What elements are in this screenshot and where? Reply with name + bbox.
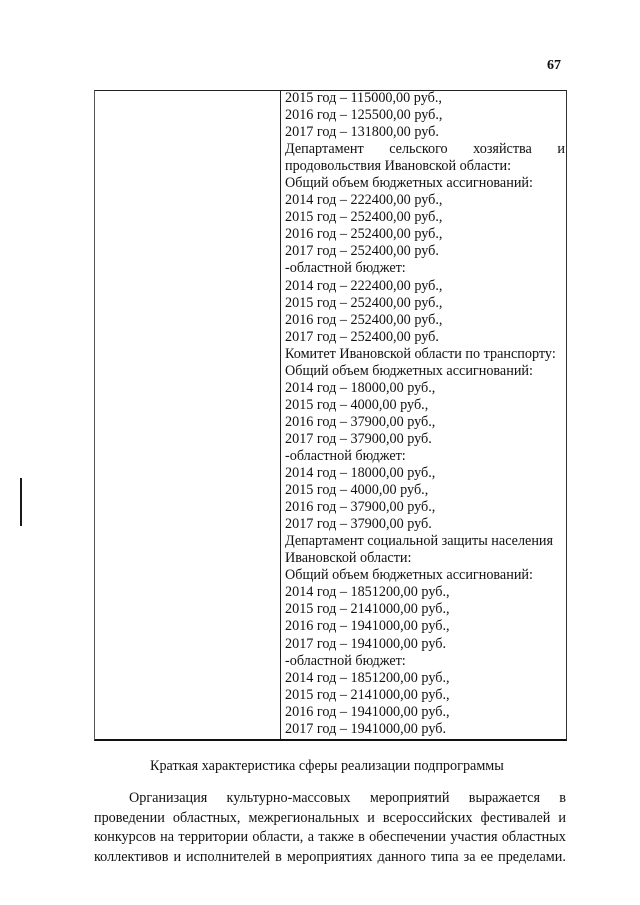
- table-line: 2015 год – 2141000,00 руб.,: [285, 601, 450, 618]
- table-line: Общий объем бюджетных ассигнований:: [285, 362, 533, 379]
- table-line: 2014 год – 18000,00 руб.,: [285, 465, 436, 482]
- word: в: [358, 829, 365, 846]
- word: Департамент: [285, 141, 364, 158]
- table-line: 2014 год – 222400,00 руб.,: [285, 192, 443, 209]
- table-line: 2017 год – 131800,00 руб.: [285, 124, 439, 141]
- paragraph-line: [94, 789, 566, 809]
- table-line: продовольствия Ивановской области:: [285, 158, 512, 175]
- table-line: 2017 год – 252400,00 руб.: [285, 328, 439, 345]
- table-line: 2016 год – 37900,00 руб.,: [285, 413, 436, 430]
- word: а: [307, 829, 314, 846]
- table-line: 2016 год – 1941000,00 руб.,: [285, 703, 450, 720]
- word: исполнителей: [186, 849, 271, 866]
- page-number: 67: [547, 58, 561, 73]
- table-line: 2015 год – 252400,00 руб.,: [285, 209, 443, 226]
- word: за: [463, 849, 476, 866]
- word: территории: [178, 829, 249, 846]
- word: пределами.: [498, 849, 566, 866]
- word: в: [559, 790, 566, 806]
- word: Организация: [129, 790, 208, 806]
- word: области,: [252, 829, 304, 846]
- table-line: Департамент социальной защиты населения: [285, 533, 554, 550]
- margin-mark: [20, 478, 22, 526]
- table-line: 2015 год – 115000,00 руб.,: [285, 90, 442, 106]
- table-line: 2015 год – 4000,00 руб.,: [285, 482, 429, 499]
- table-line: Ивановской области:: [285, 550, 412, 567]
- table-line: 2017 год – 37900,00 руб.: [285, 430, 432, 447]
- word: проведении: [94, 809, 165, 826]
- paragraph-line: [94, 848, 566, 868]
- table-line: 2015 год – 2141000,00 руб.,: [285, 686, 450, 703]
- word: на: [160, 829, 175, 846]
- table-line: -областной бюджет:: [285, 447, 406, 464]
- word: ее: [480, 849, 494, 866]
- table-line: 2017 год – 37900,00 руб.: [285, 516, 432, 533]
- word: мероприятий: [369, 790, 450, 806]
- table-line: Общий объем бюджетных ассигнований:: [285, 567, 533, 584]
- word: сельского: [389, 141, 448, 158]
- table-line: 2016 год – 252400,00 руб.,: [285, 311, 443, 328]
- table-line: 2017 год – 252400,00 руб.: [285, 243, 439, 260]
- word: конкурсов: [94, 829, 156, 846]
- table-line: 2016 год – 252400,00 руб.,: [285, 226, 443, 243]
- table-line: Комитет Ивановской области по транспорту:: [285, 345, 556, 362]
- table-line: -областной бюджет:: [285, 260, 406, 277]
- word: мероприятиях: [286, 849, 373, 866]
- word: хозяйства: [473, 141, 532, 158]
- body-paragraph: [94, 789, 566, 868]
- table-line: Общий объем бюджетных ассигнований:: [285, 175, 533, 192]
- table-line: 2015 год – 4000,00 руб.,: [285, 396, 429, 413]
- word: участия: [450, 829, 498, 846]
- table-line: 2014 год – 222400,00 руб.,: [285, 277, 443, 294]
- section-heading: Краткая характеристика сферы реализации подпрограммы: [150, 758, 504, 774]
- word: областных,: [172, 809, 241, 826]
- word: также: [318, 829, 354, 846]
- table-line: 2017 год – 1941000,00 руб.: [285, 635, 446, 652]
- word: и: [173, 849, 182, 866]
- word: в: [275, 849, 282, 866]
- table-line: 2017 год – 1941000,00 руб.: [285, 720, 446, 737]
- word: областных: [501, 829, 566, 846]
- table-column-divider: [280, 91, 281, 739]
- paragraph-line: [94, 828, 566, 848]
- table-line: 2014 год – 18000,00 руб.,: [285, 379, 436, 396]
- word: выражается: [468, 790, 540, 806]
- table-line: 2016 год – 37900,00 руб.,: [285, 499, 436, 516]
- word: межрегиональных: [248, 809, 360, 826]
- word: типа: [430, 849, 459, 866]
- table-line: 2014 год – 1851200,00 руб.,: [285, 584, 450, 601]
- table-line: 2014 год – 1851200,00 руб.,: [285, 669, 450, 686]
- word: данного: [377, 849, 426, 866]
- table-right-column: [285, 90, 565, 738]
- word: обеспечении: [369, 829, 446, 846]
- word: и: [558, 809, 566, 826]
- table-line: -областной бюджет:: [285, 652, 406, 669]
- word: фестивалей: [480, 809, 551, 826]
- word: и: [367, 809, 375, 826]
- table-line: 2016 год – 125500,00 руб.,: [285, 107, 443, 124]
- table-line: 2016 год – 1941000,00 руб.,: [285, 618, 450, 635]
- word: всероссийских: [382, 809, 473, 826]
- word: культурно-массовых: [226, 790, 351, 806]
- table-line: [285, 141, 565, 158]
- word: коллективов: [94, 849, 169, 866]
- table-line: 2015 год – 252400,00 руб.,: [285, 294, 443, 311]
- paragraph-line: [94, 809, 566, 829]
- word: и: [557, 141, 565, 158]
